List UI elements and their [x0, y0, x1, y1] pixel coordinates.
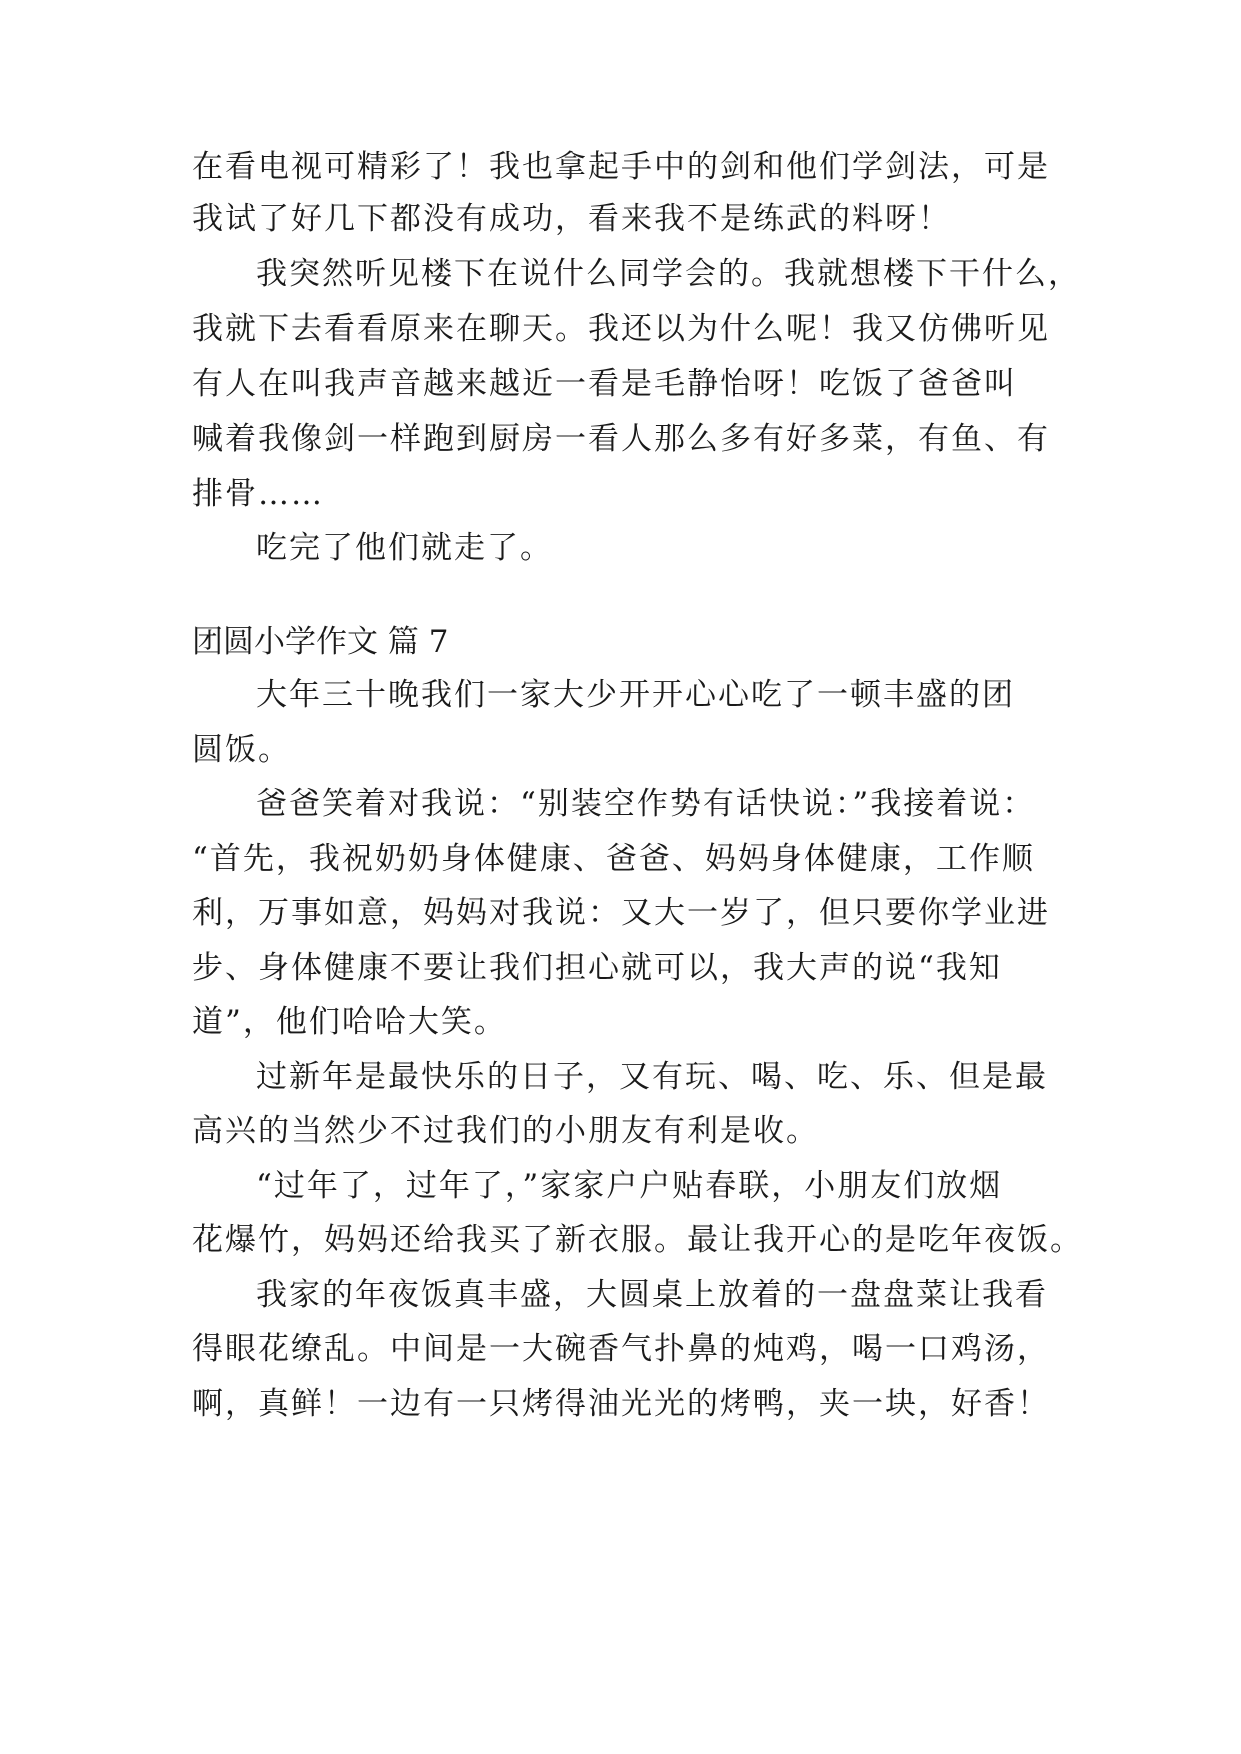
paragraph-start: 爸爸笑着对我说：“别装空作势有话快说：”我接着说：: [256, 786, 1036, 822]
text-line: 得眼花缭乱。中间是一大碗香气扑鼻的炖鸡，喝一口鸡汤，: [192, 1331, 1050, 1367]
text-line: 我就下去看看原来在聊天。我还以为什么呢！我又仿佛听见: [192, 311, 1050, 347]
text-line: 道”，他们哈哈大笑。: [192, 1004, 507, 1040]
text-line: “首先，我祝奶奶身体健康、爸爸、妈妈身体健康，工作顺: [192, 841, 1035, 877]
text-line: 排骨……: [192, 476, 324, 512]
text-line: 啊，真鲜！一边有一只烤得油光光的烤鸭，夹一块，好香！: [192, 1386, 1050, 1422]
paragraph-start: 我突然听见楼下在说什么同学会的。我就想楼下干什么，: [256, 256, 1081, 292]
paragraph-start: 大年三十晚我们一家大少开开心心吃了一顿丰盛的团: [256, 677, 1015, 713]
text-line: 喊着我像剑一样跑到厨房一看人那么多有好多菜，有鱼、有: [192, 421, 1050, 457]
paragraph-start: 过新年是最快乐的日子，又有玩、喝、吃、乐、但是最: [256, 1059, 1048, 1095]
text-line: 步、身体健康不要让我们担心就可以，我大声的说“我知: [192, 950, 1002, 986]
text-line: 花爆竹，妈妈还给我买了新衣服。最让我开心的是吃年夜饭。: [192, 1222, 1083, 1258]
paragraph-start: 我家的年夜饭真丰盛，大圆桌上放着的一盘盘菜让我看: [256, 1277, 1048, 1313]
paragraph-start: “过年了，过年了，”家家户户贴春联，小朋友们放烟: [256, 1168, 1003, 1204]
text-line: 在看电视可精彩了！我也拿起手中的剑和他们学剑法，可是: [192, 149, 1050, 185]
section-heading: 团圆小学作文 篇 7: [192, 624, 449, 660]
text-line: 有人在叫我声音越来越近一看是毛静怡呀！吃饭了爸爸叫: [192, 366, 1017, 402]
text-line: 我试了好几下都没有成功，看来我不是练武的料呀！: [192, 201, 951, 237]
text-line: 利，万事如意，妈妈对我说：又大一岁了，但只要你学业进: [192, 895, 1050, 931]
paragraph-start: 吃完了他们就走了。: [256, 530, 553, 566]
text-line: 高兴的当然少不过我们的小朋友有利是收。: [192, 1113, 819, 1149]
text-line: 圆饭。: [192, 732, 291, 768]
